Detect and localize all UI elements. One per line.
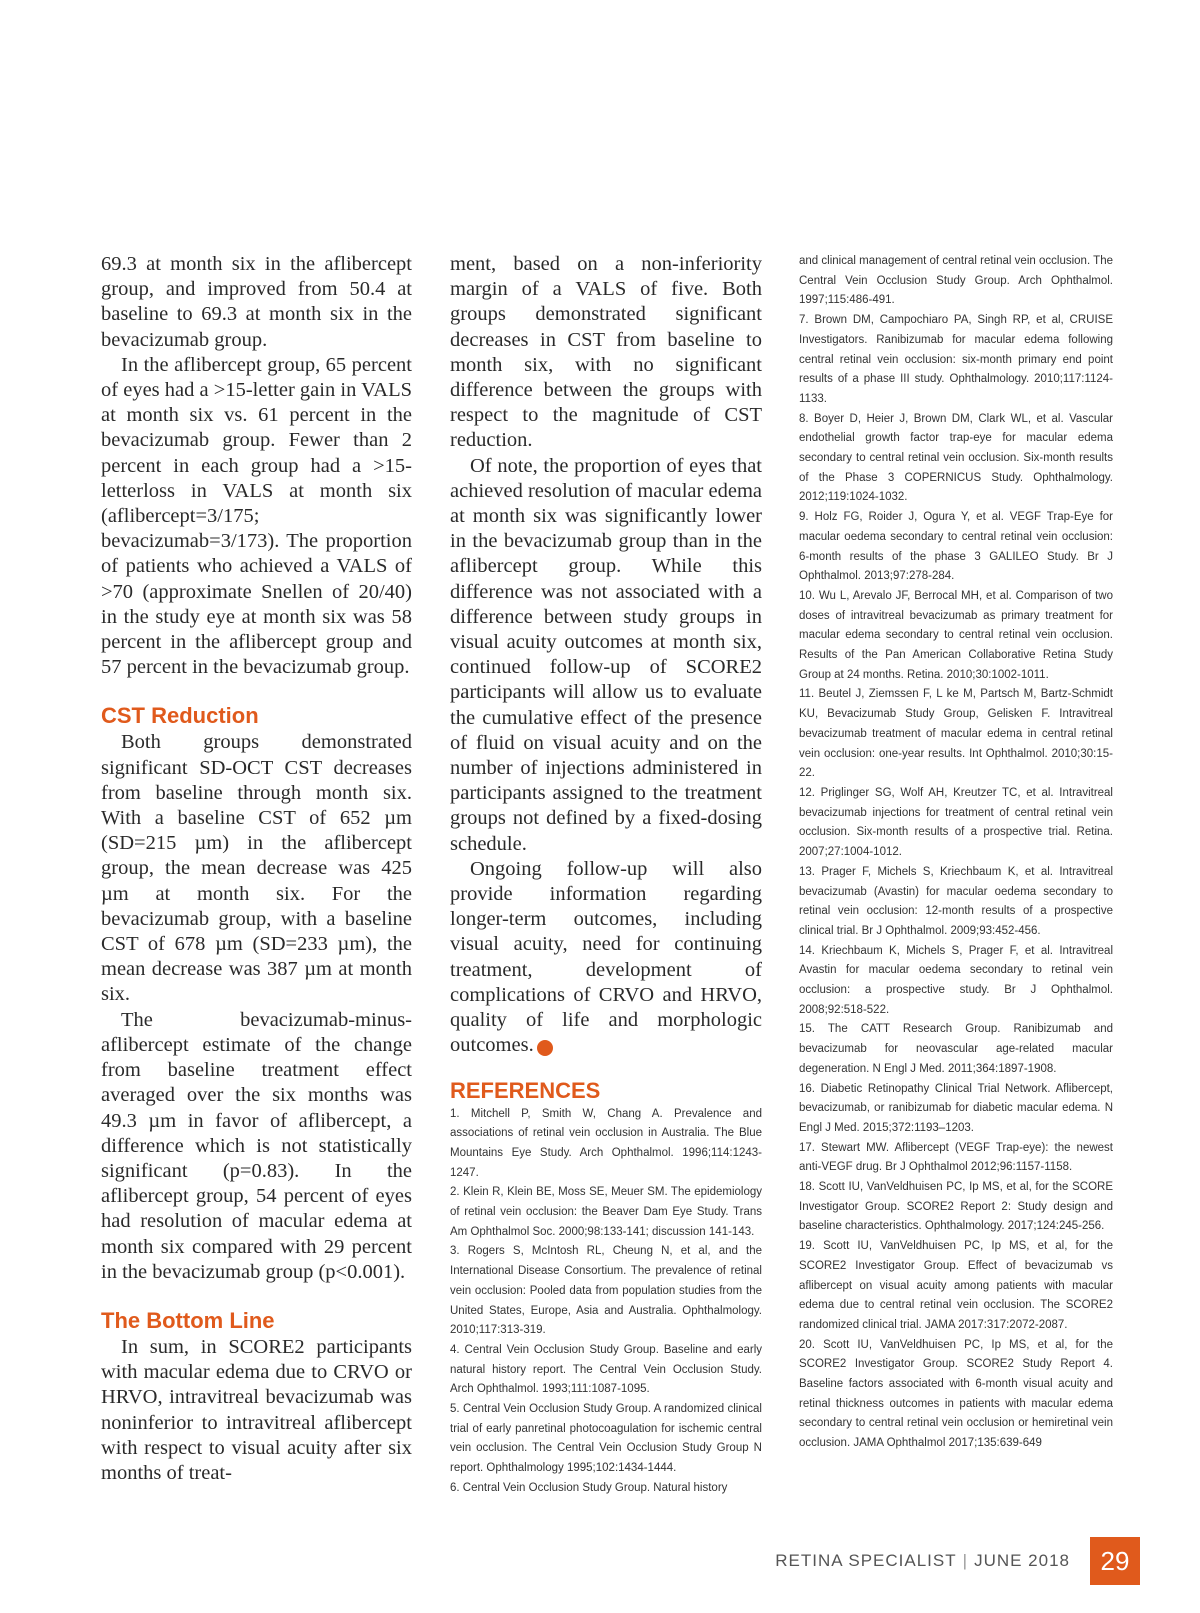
reference-item: 1. Mitchell P, Smith W, Chang A. Prevalence and associations of retinal vein occlusion in Australia. The Blue Mountains Eye Study. Arch Ophthalmol. 1996;114:1243-1247. — [450, 1107, 762, 1179]
reference-item: 14. Kriechbaum K, Michels S, Prager F, et al. Intravitreal Avastin for macular oedema secondary to retinal vein occlusion: a prospective study. Br J Ophthalmol. 2008;92:518-522. — [799, 944, 1113, 1016]
reference-item: 11. Beutel J, Ziemssen F, L ke M, Partsch M, Bartz-Schmidt KU, Bevacizumab Study Group, Gelisken F. Intravitreal bevacizumab treatment of macular edema in central retinal vein occlusion: one-year results. Int Ophthalmol. 2010;30:15-22. — [799, 688, 1113, 780]
reference-item: 13. Prager F, Michels S, Kriechbaum K, et al. Intravitreal bevacizumab (Avastin) for macular oedema secondary to retinal vein occlusion: 12-month results of a prospective clinical trial. Br J Ophthalmol. 2009;93:452-456. — [799, 865, 1113, 937]
paragraph: 69.3 at month six in the aflibercept group, and improved from 50.4 at baseline to 69.3 at month six in the bevacizumab group. — [101, 253, 412, 351]
references-heading: REFERENCES — [450, 1077, 601, 1103]
section-heading-bottom-line: The Bottom Line — [101, 1307, 275, 1333]
paragraph-text: Ongoing follow-up will also provide information regarding longer-term outcomes, including visual acuity, need for continuing treatment, development of complications of CRVO and HRVO, quality of life and morphologic outcomes. — [450, 857, 762, 1057]
reference-item: 19. Scott IU, VanVeldhuisen PC, Ip MS, et al, for the SCORE2 Investigator Group. Effect of bevacizumab vs aflibercept on visual acuity among patients with macular edema due to central retinal vein occlusion. The SCORE2 randomized clinical trial. JAMA 2017:317:2072-2087. — [799, 1240, 1113, 1331]
references-list — [450, 1105, 762, 1499]
reference-item: 10. Wu L, Arevalo JF, Berrocal MH, et al. Comparison of two doses of intravitreal bevacizumab as primary treatment for macular edema secondary to central retinal vein occlusion. Results of the Pan American Collaborative Retina Study Group at 24 months. Retina. 2010;30:1002-1011. — [799, 589, 1113, 681]
reference-item: 15. The CATT Research Group. Ranibizumab and bevacizumab for neovascular age-related macular degeneration. N Engl J Med. 2011;364:1897-1908. — [799, 1023, 1113, 1075]
reference-item: 3. Rogers S, McIntosh RL, Cheung N, et al, and the International Disease Consortium. The prevalence of retinal vein occlusion: Pooled data from population studies from the United States, Europe, Asia and Australia. Ophthalmology. 2010;117:313-319. — [450, 1245, 762, 1337]
paragraph: Both groups demonstrated significant SD-OCT CST decreases from baseline through month six. With a baseline CST of 652 µm (SD=215 µm) in the aflibercept group, the mean decrease was 425 µm at month six. For the bevacizumab group, with a baseline CST of 678 µm (SD=233 µm), the mean decrease was 387 µm at month six. — [101, 731, 412, 1006]
issue-date: JUNE 2018 — [974, 1551, 1070, 1570]
paragraph: In sum, in SCORE2 participants with macular edema due to CRVO or HRVO, intravitreal bevacizumab was noninferior to intravitreal aflibercept with respect to visual acuity after six months of treat- — [101, 1335, 412, 1484]
article-column-1 — [101, 252, 412, 1486]
reference-item: 6. Central Vein Occlusion Study Group. Natural history — [450, 1481, 728, 1494]
reference-item: 5. Central Vein Occlusion Study Group. A randomized clinical trial of early panretinal photocoagulation for ischemic central vein occlusion. The Central Vein Occlusion Study Group N report. Ophthalmology 1995;102:1434-1444. — [450, 1403, 762, 1475]
reference-item: 18. Scott IU, VanVeldhuisen PC, Ip MS, et al, for the SCORE Investigator Group. SCORE2 Report 2: Study design and baseline characteristics. Ophthalmology. 2017;124:245-256. — [799, 1181, 1113, 1233]
reference-item: 2. Klein R, Klein BE, Moss SE, Meuer SM. The epidemiology of retinal vein occlusion: the Beaver Dam Eye Study. Trans Am Ophthalmol Soc. 2000;98:133-141; discussion 141-143. — [450, 1186, 762, 1238]
publication-name: RETINA SPECIALIST — [775, 1551, 957, 1570]
paragraph: Of note, the proportion of eyes that achieved resolution of macular edema at month six was significantly lower in the bevacizumab group than in the aflibercept group. While this difference was not associated with a difference between study groups in visual acuity outcomes at month six, continued follow-up of SCORE2 participants will allow us to evaluate the cumulative effect of the presence of fluid on visual acuity and on the number of injections administered in participants assigned to the treatment groups not defined by a fixed-dosing schedule. — [450, 454, 762, 855]
paragraph: The bevacizumab-minus-aflibercept estimate of the change from baseline treatment effect averaged over the six months was 49.3 µm in favor of aflibercept, a difference which is not statistically significant (p=0.83). In the aflibercept group, 54 percent of eyes had resolution of macular edema at month six compared with 29 percent in the bevacizumab group (p<0.001). — [101, 1008, 412, 1283]
reference-item: 17. Stewart MW. Aflibercept (VEGF Trap-eye): the newest anti-VEGF drug. Br J Ophthalmol 2012;96:1157-1158. — [799, 1141, 1113, 1174]
paragraph: ment, based on a non-inferiority margin of a VALS of five. Both groups demonstrated significant decreases in CST from baseline to month six, with no significant difference between the groups with respect to the magnitude of CST reduction. — [450, 253, 762, 452]
paragraph: In the aflibercept group, 65 percent of eyes had a >15-letter gain in VALS at month six vs. 61 percent in the bevacizumab group. Fewer than 2 percent in each group had a >15-letterloss in VALS at month six (aflibercept=3/175; bevacizumab=3/173). The proportion of patients who achieved a VALS of >70 (approximate Snellen of 20/40) in the study eye at month six was 58 percent in the aflibercept group and 57 percent in the bevacizumab group. — [101, 353, 412, 679]
references-list-continued — [799, 252, 1113, 1454]
end-mark-icon: RS — [537, 1040, 553, 1056]
reference-item: 7. Brown DM, Campochiaro PA, Singh RP, et al, CRUISE Investigators. Ranibizumab for macular edema following central retinal vein occlusion: six-month primary end point results of a phase III study. Ophthalmology. 2010;117:1124-1133. — [799, 314, 1113, 405]
page-number: 29 — [1090, 1537, 1140, 1585]
reference-item: and clinical management of central retinal vein occlusion. The Central Vein Occlusion Study Group. Arch Ophthalmol. 1997;115:486-491. — [799, 255, 1113, 307]
reference-item: 8. Boyer D, Heier J, Brown DM, Clark WL, et al. Vascular endothelial growth factor trap-eye for macular edema secondary to central retinal vein occlusion. Six-month results of the Phase 3 COPERNICUS Study. Ophthalmology. 2012;119:1024-1032. — [799, 412, 1113, 504]
reference-item: 20. Scott IU, VanVeldhuisen PC, Ip MS, et al, for the SCORE2 Investigator Group. SCORE2 Study Report 4. Baseline factors associated with 6-month visual acuity and retinal thickness outcomes in patients with macular edema secondary to central retinal vein occlusion or hemiretinal vein occlusion. JAMA Ophthalmol 2017;135:639-649 — [799, 1338, 1113, 1450]
paragraph-final — [450, 857, 762, 1059]
section-heading-cst-reduction: CST Reduction — [101, 703, 259, 729]
article-column-2 — [450, 252, 762, 1499]
reference-item: 9. Holz FG, Roider J, Ogura Y, et al. VEGF Trap-Eye for macular oedema secondary to central retinal vein occlusion: 6-month results of the phase 3 GALILEO Study. Br J Ophthalmol. 2013;97:278-284. — [799, 511, 1113, 583]
references-column — [799, 252, 1113, 1454]
footer-publication — [775, 1551, 1070, 1571]
reference-item: 12. Priglinger SG, Wolf AH, Kreutzer TC, et al. Intravitreal bevacizumab injections for treatment of central retinal vein occlusion. Six-month results of a prospective trial. Retina. 2007;27:1004-1012. — [799, 786, 1113, 859]
page-footer — [775, 1537, 1140, 1585]
reference-item: 16. Diabetic Retinopathy Clinical Trial Network. Aflibercept, bevacizumab, or ranibizumab for diabetic macular edema. N Engl J Med. 2015;372:1193–1203. — [799, 1082, 1113, 1134]
footer-separator: | — [962, 1551, 969, 1570]
reference-item: 4. Central Vein Occlusion Study Group. Baseline and early natural history report. The Central Vein Occlusion Study. Arch Ophthalmol. 1993;111:1087-1095. — [450, 1343, 762, 1396]
